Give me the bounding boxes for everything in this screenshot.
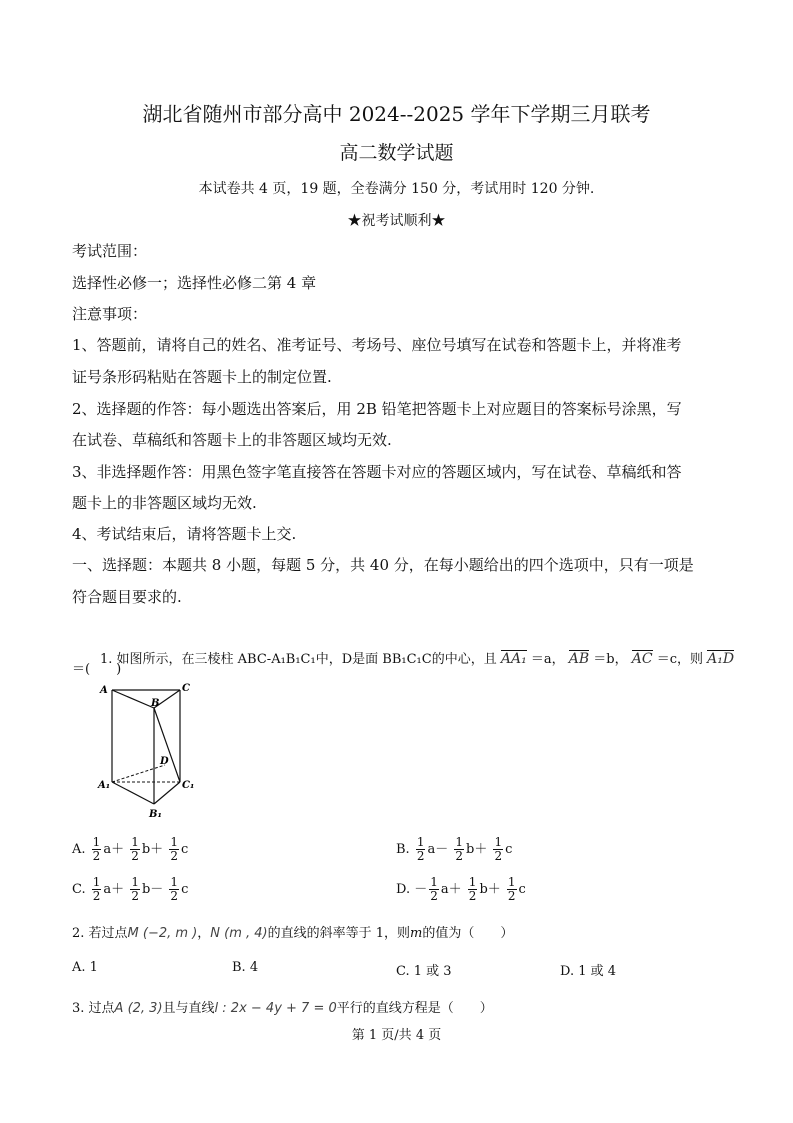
section-line-2: 符合题目要求的. (72, 588, 182, 606)
fraction-half: $\frac{1}{2}$ (494, 835, 503, 863)
label-b1: B₁ (149, 809, 162, 820)
label-a1: A₁ (98, 780, 111, 791)
range-value: 选择性必修一；选择性必修二第 4 章 (72, 274, 317, 292)
label-d: D (160, 756, 169, 767)
vector-ac: AC (631, 651, 653, 667)
option-a-label: A. (72, 842, 86, 857)
note-1-line-2: 证号条形码粘贴在答题卡上的制定位置. (72, 368, 332, 386)
label-b: B (151, 698, 160, 709)
fraction-half: $\frac{1}{2}$ (170, 835, 178, 863)
q1-stem-line (100, 648, 734, 667)
line-l: l : 2x − 4y + 7 = 0 (214, 1001, 337, 1016)
point-a: A (2, 3) (114, 1001, 163, 1016)
vector-ab: AB (568, 651, 590, 667)
q1-option-c: C. $\frac{1}{2}$ a＋ $\frac{1}{2}$ b－ $\frac{1}{2}$ c (72, 875, 189, 903)
attention-heading: 注意事项： (72, 305, 148, 323)
q1-eq-c: ＝c，则 (656, 652, 703, 667)
edge-a1b1 (112, 782, 154, 804)
q1-option-a: A. $\frac{1}{2}$ a＋ $\frac{1}{2}$ b＋ $\frac{1}{2}$ c (72, 835, 189, 863)
note-2-line-1: 2、选择题的作答：每小题选出答案后，用 2B 铅笔把答题卡上对应题目的答案标号涂黑，写 (72, 400, 682, 418)
fraction-half: $\frac{1}{2}$ (92, 875, 101, 903)
diagonal-bc1 (154, 708, 180, 782)
q1-option-b: B. $\frac{1}{2}$ a－ $\frac{1}{2}$ b＋ $\frac{1}{2}$ c (396, 835, 513, 863)
label-a: A (100, 685, 108, 696)
vector-aa1: AA₁ (500, 651, 527, 667)
point-m: M (−2, m ) (127, 926, 198, 941)
option-d-label: D. (396, 882, 411, 897)
note-3-line-2: 题卡上的非答题区域均无效. (72, 494, 257, 512)
edge-ab (112, 690, 154, 708)
segment-a1d-hidden (112, 765, 165, 782)
q2-stem: 2. 若过点M (−2, m )，N (m , 4)的直线的斜率等于 1，则m的值为（ ） (72, 926, 514, 941)
fraction-half: $\frac{1}{2}$ (170, 875, 179, 903)
point-n: N (m , 4) (210, 926, 268, 941)
q1-stem: 1. 如图所示，在三棱柱 ABC-A₁B₁C₁中，D是面 BB₁C₁C的中心，且 (100, 652, 497, 667)
range-label: 考试范围： (72, 242, 148, 260)
q3-stem: 3. 过点A (2, 3)且与直线l : 2x − 4y + 7 = 0平行的直线方程是（ ） (72, 1001, 493, 1016)
exam-subtitle: 高二数学试题 (339, 142, 454, 164)
q1-option-d: D. － $\frac{1}{2}$ a＋ $\frac{1}{2}$ b＋ $\frac{1}{2}$ c (396, 875, 526, 903)
vector-a1d: A₁D (707, 651, 735, 667)
q2-option-c: C. 1 或 3 (396, 964, 452, 979)
fraction-half: $\frac{1}{2}$ (468, 875, 477, 903)
option-c-label: C. (72, 882, 86, 897)
q1-eq-b: ＝b， (593, 652, 628, 667)
q2-option-b: B. 4 (232, 960, 259, 975)
exam-wish: ★祝考试顺利★ (347, 213, 446, 229)
page-footer: 第 1 页/共 4 页 (351, 1028, 442, 1043)
exam-info: 本试卷共 4 页，19 题，全卷满分 150 分，考试用时 120 分钟. (198, 181, 595, 197)
prism-figure (94, 680, 204, 820)
fraction-half: $\frac{1}{2}$ (92, 835, 101, 863)
fraction-half: $\frac{1}{2}$ (131, 875, 139, 903)
note-4: 4、考试结束后，请将答题卡上交. (72, 525, 297, 543)
note-1-line-1: 1、答题前，请将自己的姓名、准考证号、考场号、座位号填写在试卷和答题卡上，并将准考 (72, 336, 682, 354)
fraction-half: $\frac{1}{2}$ (131, 835, 139, 863)
exam-title: 湖北省随州市部分高中 2024--2025 学年下学期三月联考 (142, 102, 651, 126)
var-m: m (410, 926, 423, 941)
note-2-line-2: 在试卷、草稿纸和答题卡上的非答题区域均无效. (72, 431, 392, 449)
option-b-label: B. (396, 842, 410, 857)
label-c1: C₁ (182, 780, 195, 791)
fraction-half: $\frac{1}{2}$ (507, 875, 516, 903)
note-3-line-1: 3、非选择题作答：用黑色签字笔直接答在答题卡对应的答题区域内，写在试卷、草稿纸和答 (72, 463, 682, 481)
fraction-half: $\frac{1}{2}$ (455, 835, 464, 863)
q1-paren: ＝( ) (72, 662, 122, 677)
edge-b1c1 (154, 782, 180, 804)
q2-option-d: D. 1 或 4 (560, 964, 617, 979)
q1-eq-a: ＝a， (530, 652, 565, 667)
fraction-half: $\frac{1}{2}$ (416, 835, 425, 863)
fraction-half: $\frac{1}{2}$ (430, 875, 438, 903)
label-c: C (182, 683, 190, 694)
q2-option-a: A. 1 (72, 960, 98, 975)
section-line-1: 一、选择题：本题共 8 小题，每题 5 分，共 40 分，在每小题给出的四个选项中，只有一项是 (72, 556, 694, 574)
